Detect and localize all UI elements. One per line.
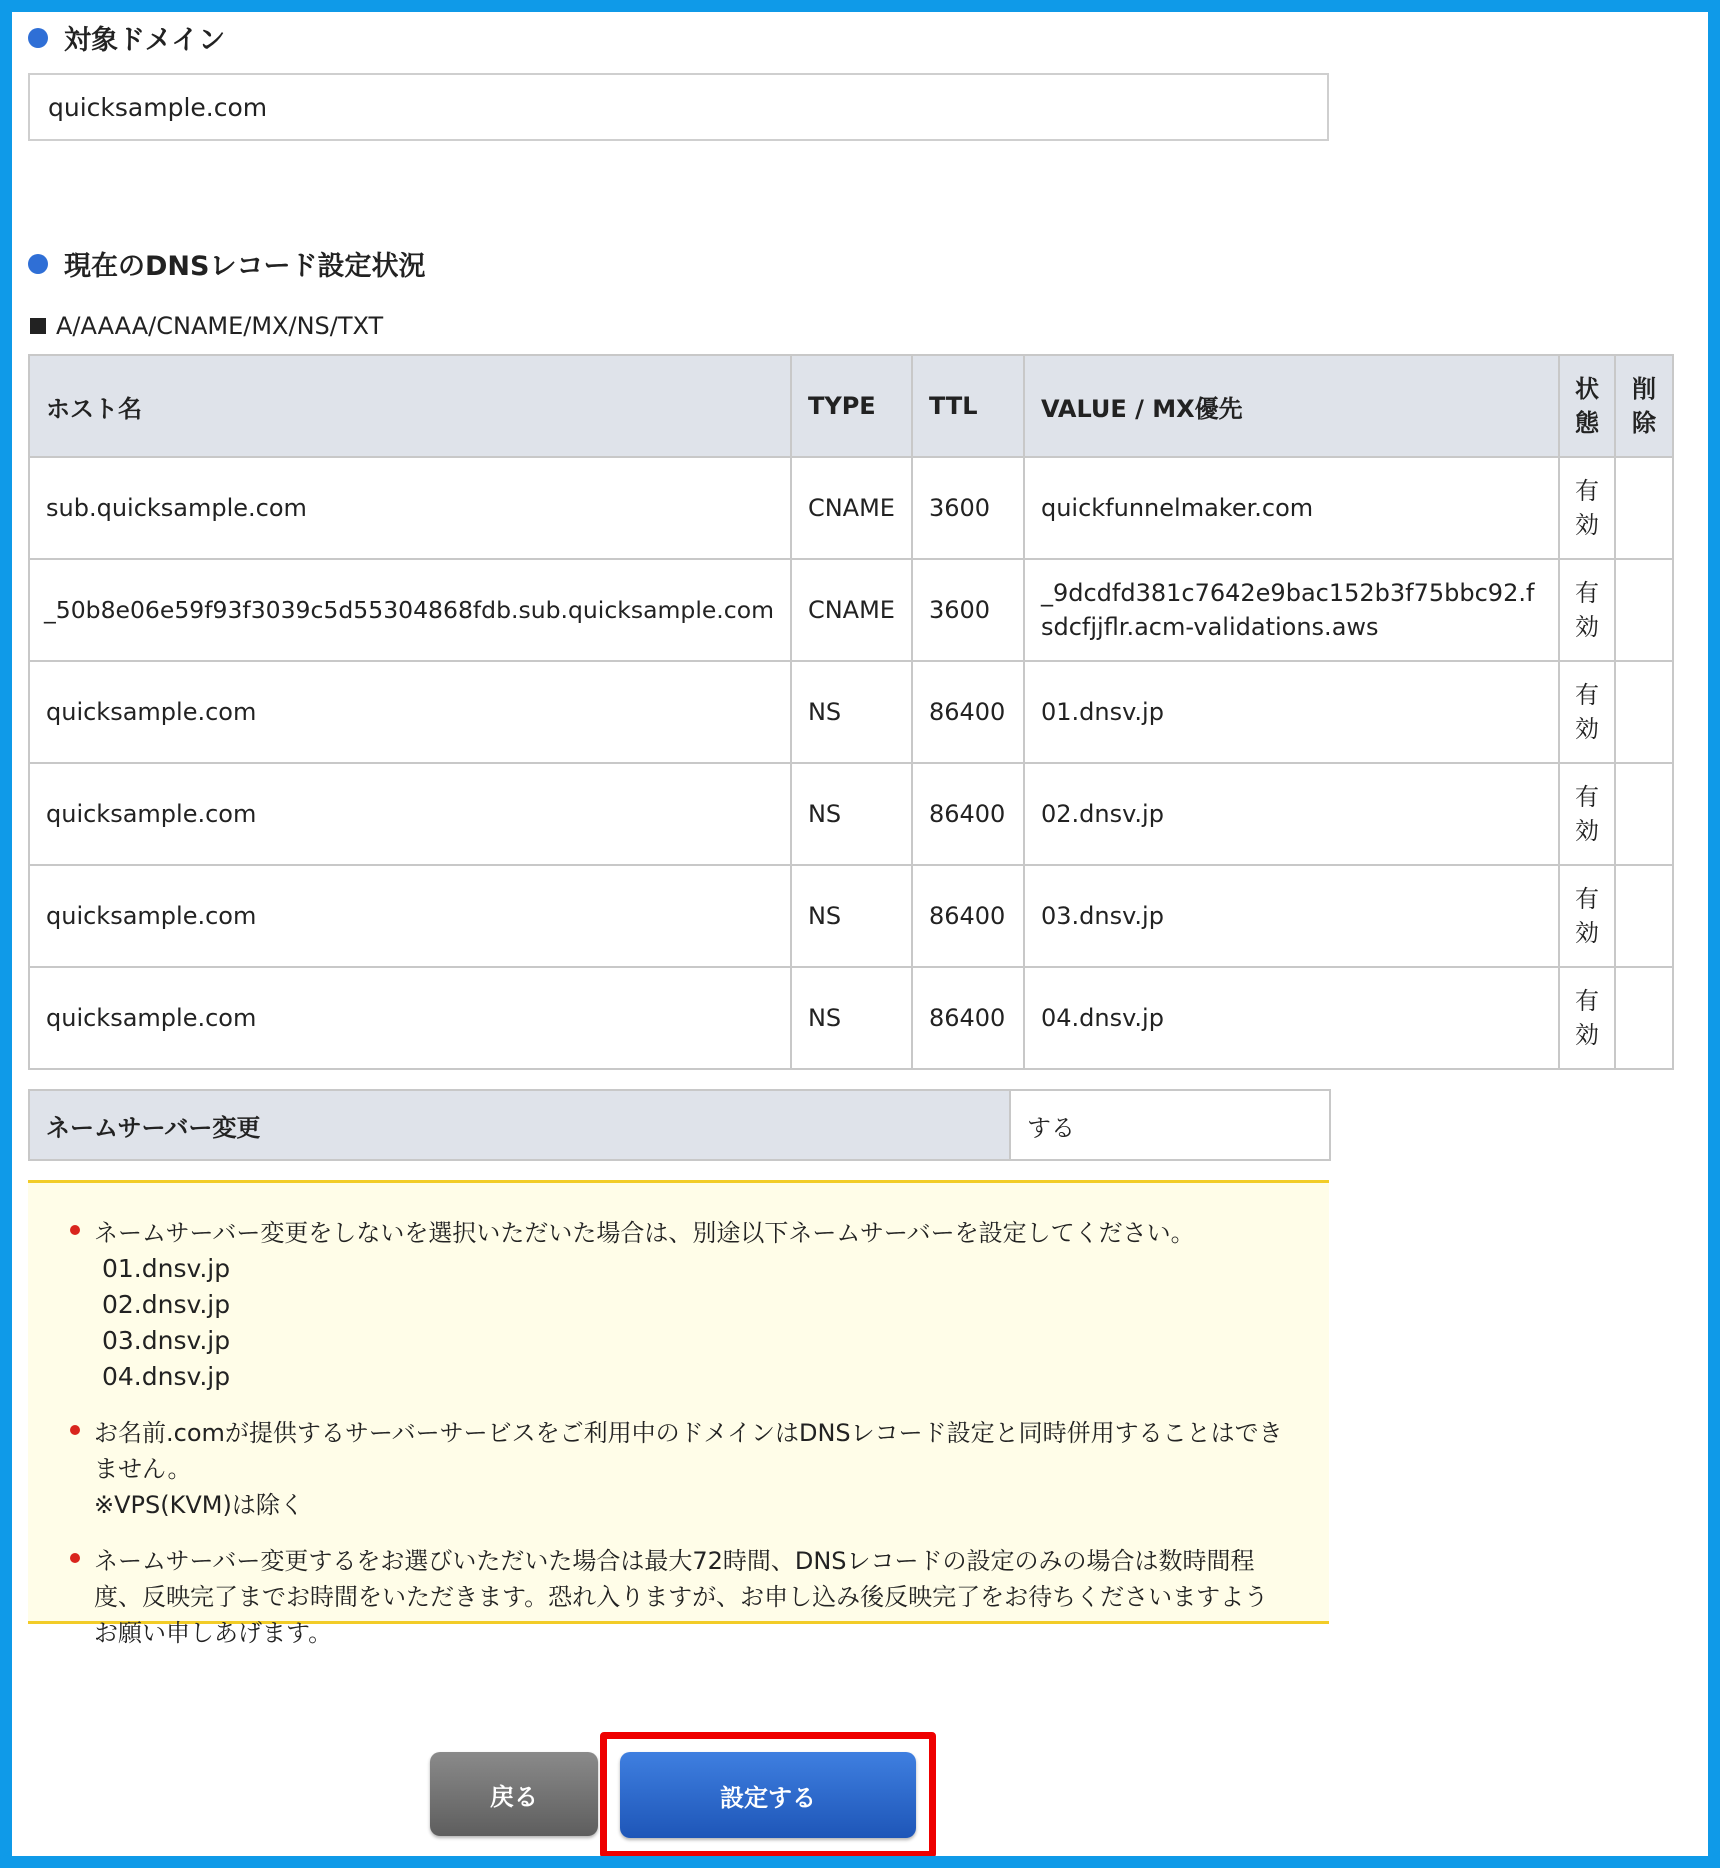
cell-state: 有効 <box>1559 967 1615 1069</box>
header-ttl: TTL <box>912 355 1024 457</box>
cell-value: quickfunnelmaker.com <box>1024 457 1559 559</box>
header-host: ホスト名 <box>29 355 791 457</box>
notice-text: ネームサーバー変更をしないを選択いただいた場合は、別途以下ネームサーバーを設定してください。 <box>94 1219 1195 1247</box>
dns-status-title: 現在のDNSレコード設定状況 <box>64 251 426 282</box>
square-bullet-icon <box>30 318 46 334</box>
cell-delete <box>1615 661 1673 763</box>
highlight-box <box>600 1732 936 1858</box>
header-type: TYPE <box>791 355 912 457</box>
cell-delete <box>1615 763 1673 865</box>
dns-records-table <box>28 354 1674 1070</box>
bullet-dot-icon <box>28 254 48 274</box>
cell-value: _9dcdfd381c7642e9bac152b3f75bbc92.fsdcfjjflr.acm-validations.aws <box>1024 559 1559 661</box>
cell-state: 有効 <box>1559 865 1615 967</box>
cell-value: 01.dnsv.jp <box>1024 661 1559 763</box>
cell-delete <box>1615 457 1673 559</box>
cell-delete <box>1615 967 1673 1069</box>
table-header-row <box>29 355 1673 457</box>
cell-delete <box>1615 865 1673 967</box>
target-domain-title: 対象ドメイン <box>64 25 226 56</box>
header-state: 状態 <box>1559 355 1615 457</box>
red-bullet-icon <box>70 1225 80 1235</box>
record-types-label: A/AAAA/CNAME/MX/NS/TXT <box>56 312 384 340</box>
cell-ttl: 3600 <box>912 559 1024 661</box>
back-button[interactable]: 戻る <box>430 1752 598 1836</box>
cell-host: quicksample.com <box>29 865 791 967</box>
cell-type: NS <box>791 967 912 1069</box>
notice-item <box>68 1543 1289 1651</box>
bullet-dot-icon <box>28 28 48 48</box>
cell-value: 02.dnsv.jp <box>1024 763 1559 865</box>
nameserver-line: 04.dnsv.jp <box>102 1362 231 1391</box>
record-types-subtitle <box>30 312 383 340</box>
nameserver-change-label: ネームサーバー変更 <box>29 1090 1010 1160</box>
cell-type: NS <box>791 865 912 967</box>
notice-box <box>28 1180 1329 1647</box>
table-row <box>29 865 1673 967</box>
cell-state: 有効 <box>1559 763 1615 865</box>
dns-status-heading <box>28 244 425 283</box>
cell-state: 有効 <box>1559 457 1615 559</box>
red-bullet-icon <box>70 1553 80 1563</box>
submit-button[interactable]: 設定する <box>620 1752 916 1838</box>
nameserver-line: 01.dnsv.jp <box>102 1254 231 1283</box>
table-row <box>29 763 1673 865</box>
nameserver-change-row <box>29 1090 1330 1160</box>
cell-ttl: 86400 <box>912 865 1024 967</box>
cell-state: 有効 <box>1559 559 1615 661</box>
notice-text: お名前.comが提供するサーバーサービスをご利用中のドメインはDNSレコード設定と同時併用することはできません。 <box>94 1419 1283 1483</box>
cell-ttl: 86400 <box>912 763 1024 865</box>
nameserver-change-table <box>28 1089 1331 1161</box>
table-row <box>29 661 1673 763</box>
cell-host: _50b8e06e59f93f3039c5d55304868fdb.sub.quicksample.com <box>29 559 791 661</box>
cell-type: CNAME <box>791 457 912 559</box>
cell-type: CNAME <box>791 559 912 661</box>
notice-item <box>68 1415 1289 1523</box>
cell-ttl: 86400 <box>912 967 1024 1069</box>
cell-host: sub.quicksample.com <box>29 457 791 559</box>
notice-text: ネームサーバー変更するをお選びいただいた場合は最大72時間、DNSレコードの設定のみの場合は数時間程度、反映完了までお時間をいただきます。恐れ入りますが、お申し込み後反映完了をお待ちくださいますようお願い申しあげます。 <box>94 1547 1269 1647</box>
cell-host: quicksample.com <box>29 967 791 1069</box>
cell-type: NS <box>791 763 912 865</box>
table-row <box>29 559 1673 661</box>
target-domain-heading <box>28 18 225 57</box>
cell-ttl: 86400 <box>912 661 1024 763</box>
red-bullet-icon <box>70 1425 80 1435</box>
target-domain-field <box>28 73 1329 141</box>
cell-value: 04.dnsv.jp <box>1024 967 1559 1069</box>
header-value: VALUE / MX優先 <box>1024 355 1559 457</box>
cell-type: NS <box>791 661 912 763</box>
cell-host: quicksample.com <box>29 661 791 763</box>
table-row <box>29 967 1673 1069</box>
cell-host: quicksample.com <box>29 763 791 865</box>
notice-note: ※VPS(KVM)は除く <box>94 1491 304 1519</box>
cell-state: 有効 <box>1559 661 1615 763</box>
cell-ttl: 3600 <box>912 457 1024 559</box>
nameserver-line: 02.dnsv.jp <box>102 1290 231 1319</box>
notice-item <box>68 1215 1289 1395</box>
cell-delete <box>1615 559 1673 661</box>
table-row <box>29 457 1673 559</box>
target-domain-value: quicksample.com <box>48 92 268 122</box>
header-delete: 削除 <box>1615 355 1673 457</box>
nameserver-change-value: する <box>1010 1090 1330 1160</box>
cell-value: 03.dnsv.jp <box>1024 865 1559 967</box>
nameserver-line: 03.dnsv.jp <box>102 1326 231 1355</box>
